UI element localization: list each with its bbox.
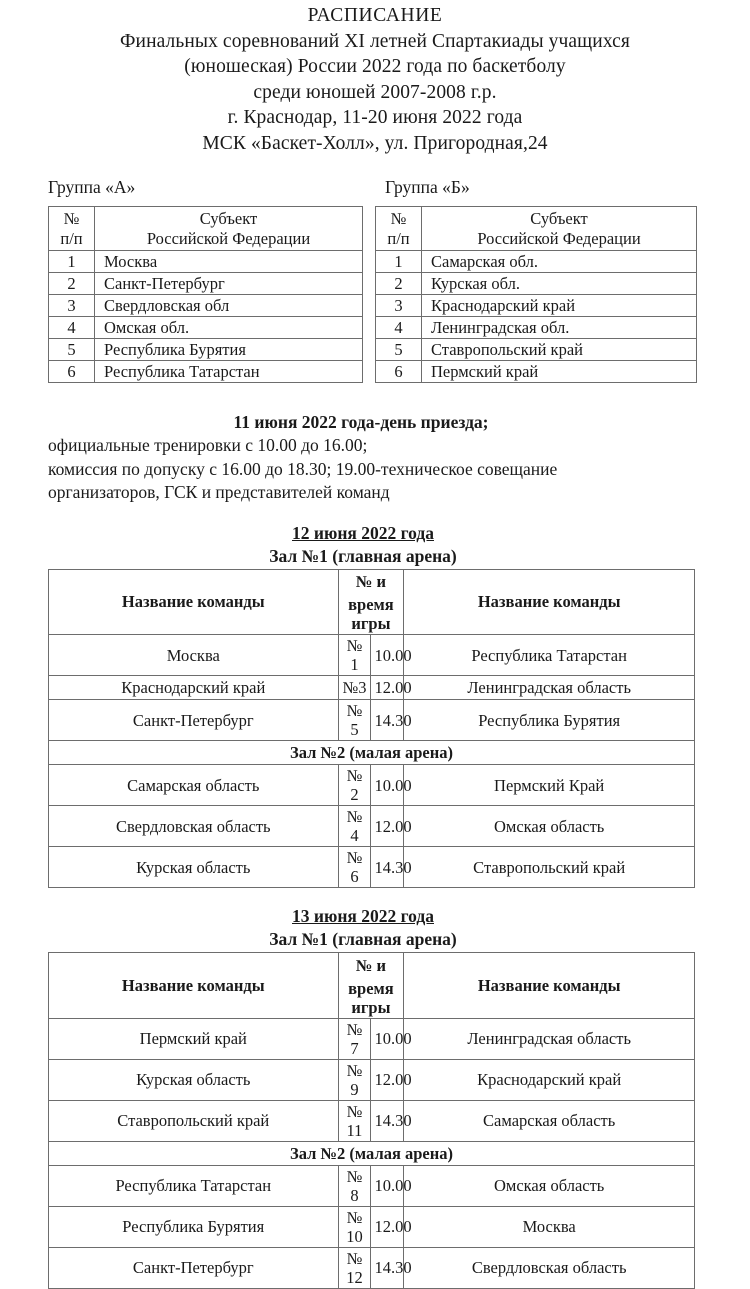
game-team-1: Краснодарский край (49, 676, 339, 700)
game-team-2: Ставропольский край (404, 847, 695, 888)
day-13-schedule-table (48, 952, 695, 1289)
row-subject: Ленинградская обл. (422, 317, 697, 339)
row-number: 5 (49, 339, 95, 361)
group-b-header-subject-line2: Российской Федерации (477, 228, 641, 248)
group-a-header-number-line2: п/п (60, 228, 83, 248)
game-time: 12.00 (371, 676, 404, 700)
day-13-table-body (49, 1018, 695, 1288)
header-game-number-line2: время игры (338, 978, 404, 1019)
document-subtitle-line-3: среди юношей 2007-2008 г.р. (253, 81, 497, 103)
day-13-hall-1-title: Зал №1 (главная арена) (269, 929, 457, 949)
table-row (376, 251, 697, 273)
row-subject: Краснодарский край (422, 295, 697, 317)
header-team-left: Название команды (49, 569, 339, 635)
row-number: 2 (376, 273, 422, 295)
group-b-header-subject (422, 207, 697, 251)
group-a-caption: Группа «А» (48, 177, 136, 197)
table-row (49, 676, 695, 700)
day-11-line-1: официальные тренировки с 10.00 до 16.00; (48, 435, 368, 455)
game-team-1: Курская область (49, 1059, 339, 1100)
game-team-1: Ставропольский край (49, 1100, 339, 1141)
header-team-right: Название команды (404, 569, 695, 635)
group-b-header-number-line1: № (390, 208, 407, 228)
group-a-header-subject-line2: Российской Федерации (146, 228, 311, 248)
table-row (49, 635, 695, 676)
document-venue-address: МСК «Баскет-Холл», ул. Пригородная,24 (202, 132, 548, 154)
day-12-schedule-table (48, 569, 695, 889)
game-number: №3 (338, 676, 371, 700)
table-header-row (376, 207, 697, 251)
game-number: № 6 (338, 847, 371, 888)
day-12-hall-2-title: Зал №2 (малая арена) (49, 741, 695, 765)
game-number: № 12 (338, 1247, 371, 1288)
row-subject: Санкт-Петербург (95, 273, 363, 295)
game-time: 14.30 (371, 1100, 404, 1141)
day-11-title: 11 июня 2022 года-день приезда; (233, 412, 489, 432)
table-row (49, 1059, 695, 1100)
game-team-2: Свердловская область (404, 1247, 695, 1288)
game-number: № 8 (338, 1165, 371, 1206)
game-time: 14.30 (371, 847, 404, 888)
table-row (49, 273, 363, 295)
game-number: № 4 (338, 806, 371, 847)
game-team-2: Омская область (404, 1165, 695, 1206)
table-row (49, 339, 363, 361)
group-a-header-subject (95, 207, 363, 251)
game-team-1: Санкт-Петербург (49, 1247, 339, 1288)
document-subtitle-line-1: Финальных соревнований XI летней Спартакиады учащихся (120, 30, 630, 52)
game-time: 10.00 (371, 1018, 404, 1059)
group-tables-section (0, 177, 750, 397)
game-team-1: Республика Бурятия (49, 1206, 339, 1247)
group-a-table-body (49, 251, 363, 383)
row-number: 1 (49, 251, 95, 273)
game-time: 12.00 (371, 806, 404, 847)
group-a-header-subject-line1: Субъект (199, 208, 258, 228)
day-11-section (0, 411, 750, 505)
game-number: № 7 (338, 1018, 371, 1059)
game-time: 12.00 (371, 1059, 404, 1100)
game-time: 14.30 (371, 1247, 404, 1288)
row-subject: Республика Татарстан (95, 361, 363, 383)
game-team-1: Пермский край (49, 1018, 339, 1059)
table-row (49, 295, 363, 317)
row-number: 3 (49, 295, 95, 317)
table-header-row (49, 207, 363, 251)
day-12-section (0, 522, 750, 889)
group-b-caption: Группа «Б» (385, 177, 470, 197)
game-team-1: Республика Татарстан (49, 1165, 339, 1206)
row-number: 6 (49, 361, 95, 383)
document-subtitle-line-2: (юношеская) России 2022 года по баскетболу (184, 56, 566, 77)
row-subject: Омская обл. (95, 317, 363, 339)
group-b-header-number (376, 207, 422, 251)
table-row (376, 339, 697, 361)
row-subject: Республика Бурятия (95, 339, 363, 361)
day-13-hall-2-title: Зал №2 (малая арена) (49, 1141, 695, 1165)
row-subject: Самарская обл. (422, 251, 697, 273)
header-game-number-line1: № и (338, 953, 404, 978)
header-team-left: Название команды (49, 953, 339, 1019)
header-game-number-line1: № и (338, 569, 404, 594)
table-row (49, 765, 695, 806)
row-subject: Ставропольский край (422, 339, 697, 361)
table-row (376, 361, 697, 383)
row-subject: Пермский край (422, 361, 697, 383)
day-13-date-title: 13 июня 2022 года (292, 906, 434, 926)
day-11-line-2: комиссия по допуску с 16.00 до 18.30; 19.00-техническое совещание (48, 458, 558, 479)
header-game-number-line2: время игры (338, 594, 404, 635)
table-row (49, 806, 695, 847)
game-team-1: Москва (49, 635, 339, 676)
game-team-1: Санкт-Петербург (49, 700, 339, 741)
game-team-2: Ленинградская область (404, 676, 695, 700)
game-team-2: Республика Татарстан (404, 635, 695, 676)
row-number: 4 (49, 317, 95, 339)
row-number: 3 (376, 295, 422, 317)
group-a-header-number-line1: № (63, 208, 80, 228)
game-time: 10.00 (371, 635, 404, 676)
hall-separator-row (49, 741, 695, 765)
game-team-2: Самарская область (404, 1100, 695, 1141)
game-team-2: Москва (404, 1206, 695, 1247)
game-team-1: Курская область (49, 847, 339, 888)
group-a-header-number (49, 207, 95, 251)
row-subject: Свердловская обл (95, 295, 363, 317)
table-row (49, 1165, 695, 1206)
row-number: 4 (376, 317, 422, 339)
table-row (376, 317, 697, 339)
document-title: РАСПИСАНИЕ (307, 5, 443, 26)
day-13-section (0, 905, 750, 1289)
document-header (0, 0, 750, 156)
game-team-1: Самарская область (49, 765, 339, 806)
game-number: № 9 (338, 1059, 371, 1100)
game-number: № 2 (338, 765, 371, 806)
game-number: № 11 (338, 1100, 371, 1141)
game-time: 10.00 (371, 1165, 404, 1206)
game-team-2: Республика Бурятия (404, 700, 695, 741)
table-row (49, 361, 363, 383)
game-team-2: Пермский Край (404, 765, 695, 806)
table-row (49, 1018, 695, 1059)
table-row (49, 847, 695, 888)
game-team-2: Ленинградская область (404, 1018, 695, 1059)
document-venue-city: г. Краснодар, 11-20 июня 2022 года (227, 107, 523, 128)
game-team-1: Свердловская область (49, 806, 339, 847)
group-b-table-body (376, 251, 697, 383)
group-b-header-number-line2: п/п (387, 228, 410, 248)
day-12-date-title: 12 июня 2022 года (292, 522, 434, 543)
day-12-hall-1-title: Зал №1 (главная арена) (269, 545, 457, 566)
table-header-row (49, 569, 695, 594)
table-row (49, 251, 363, 273)
table-row (49, 1247, 695, 1288)
header-team-right: Название команды (404, 953, 695, 1019)
table-row (49, 1206, 695, 1247)
group-b-header-subject-line1: Субъект (530, 208, 588, 228)
table-row (49, 700, 695, 741)
game-team-2: Краснодарский край (404, 1059, 695, 1100)
game-time: 12.00 (371, 1206, 404, 1247)
row-number: 1 (376, 251, 422, 273)
game-number: № 5 (338, 700, 371, 741)
day-11-line-3: организаторов, ГСК и представителей команд (48, 482, 390, 502)
table-header-row (49, 953, 695, 978)
row-subject: Москва (95, 251, 363, 273)
table-row (376, 273, 697, 295)
group-a-table (48, 206, 363, 383)
game-number: № 1 (338, 635, 371, 676)
day-12-table-body (49, 635, 695, 888)
game-team-2: Омская область (404, 806, 695, 847)
hall-separator-row (49, 1141, 695, 1165)
row-subject: Курская обл. (422, 273, 697, 295)
game-time: 14.30 (371, 700, 404, 741)
row-number: 5 (376, 339, 422, 361)
row-number: 6 (376, 361, 422, 383)
group-b-table (375, 206, 697, 383)
table-row (49, 317, 363, 339)
table-row (49, 1100, 695, 1141)
game-number: № 10 (338, 1206, 371, 1247)
game-time: 10.00 (371, 765, 404, 806)
row-number: 2 (49, 273, 95, 295)
table-row (376, 295, 697, 317)
